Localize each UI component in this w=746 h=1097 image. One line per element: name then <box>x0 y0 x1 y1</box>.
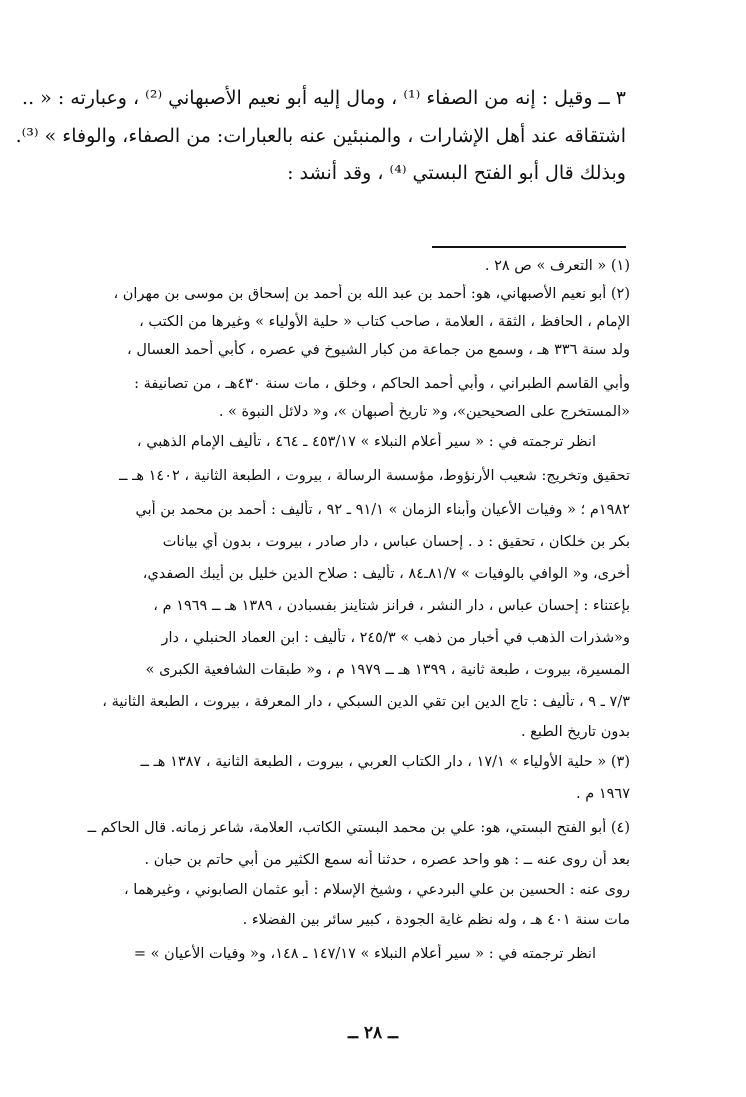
page-number: ــ ٢٨ ــ <box>347 1023 399 1043</box>
footnote-2-line: المسيرة، بيروت ، طبعة ثانية ، ١٣٩٩ هـ ــ ١٩٧٩ م ، و« طبقات الشافعية الكبرى » <box>145 662 630 678</box>
footnote-2-line: أخرى، و« الوافي بالوفيات » ٨١/٧ـ٨٤ ، تأليف : صلاح الدين خليل بن أيبك الصفدي، <box>142 566 630 582</box>
footnote-2-line: بدون تاريخ الطبع . <box>520 724 630 740</box>
footnote-2-line: (٢) أبو نعيم الأصبهاني، هو: أحمد بن عبد الله بن أحمد بن إسحاق بن موسى بن مهران ، <box>113 286 630 302</box>
footnote-2-line: «المستخرج على الصحيحين»، و« تاريخ أصبهان »، و« دلائل النبوة » . <box>218 404 630 420</box>
main-text-line-2: اشتقاقه عند أهل الإشارات ، والمنبئين عنه بالعبارات: من الصفاء، والوفاء » ⁽³⁾. <box>15 125 626 147</box>
footnote-2-line: الإمام ، الحافظ ، الثقة ، العلامة ، صاحب كتاب « حلية الأولياء » وغيرها من الكتب ، <box>139 314 630 330</box>
footnote-4-line: انظر ترجمته في : « سير أعلام النبلاء » ١٤٧/١٧ ـ ١٤٨، و« وفيات الأعيان » = <box>133 946 596 962</box>
footnote-4-line: بعد أن روى عنه ــ : هو واحد عصره ، حدثنا أنه سمع الكثير من أبي حاتم بن حبان . <box>144 852 630 868</box>
footnote-2-line: تحقيق وتخريج: شعيب الأرنؤوط، مؤسسة الرسالة ، بيروت ، الطبعة الثانية ، ١٤٠٢ هـ ــ <box>119 468 630 484</box>
footnote-4-line: (٤) أبو الفتح البستي، هو: علي بن محمد البستي الكاتب، العلامة، شاعر زمانه. قال الحاكم ــ <box>87 820 630 836</box>
footnote-2-line: بكر بن خلكان ، تحقيق : د . إحسان عباس ، دار صادر ، بيروت ، بدون أي بيانات <box>162 534 630 550</box>
footnote-4-line: مات سنة ٤٠١ هـ ، وله نظم غاية الجودة ، كبير سائر بين الفضلاء . <box>242 912 630 928</box>
footnote-3-line: ١٩٦٧ م . <box>576 786 630 802</box>
footnote-4-line: روى عنه : الحسين بن علي البردعي ، وشيخ الإسلام : أبو عثمان الصابوني ، وغيرهما ، <box>124 882 630 898</box>
footnote-2-line: ولد سنة ٣٣٦ هـ ، وسمع من جماعة من كبار الشيوخ في عصره ، كأبي أحمد العسال ، <box>127 342 630 358</box>
main-text-line-3: وبذلك قال أبو الفتح البستي ⁽⁴⁾ ، وقد أنشد : <box>287 162 626 184</box>
footnote-2-line: و«شذرات الذهب في أخبار من ذهب » ٢٤٥/٣ ، تأليف : ابن العماد الحنبلي ، دار <box>161 630 630 646</box>
footnote-1: (١) « التعرف » ص ٢٨ . <box>484 258 630 274</box>
main-text-line-1: ٣ ــ وقيل : إنه من الصفاء ⁽¹⁾ ، ومال إليه أبو نعيم الأصبهاني ⁽²⁾ ، وعبارته : « .. <box>22 87 626 109</box>
footnote-divider <box>432 246 626 248</box>
footnote-2-line: ٧/٣ ـ ٩ ، تأليف : تاج الدين ابن تقي الدين السبكي ، دار المعرفة ، بيروت ، الطبعة الثانية ، <box>102 694 630 710</box>
footnote-2-line: ١٩٨٢م ؛ « وفيات الأعيان وأبناء الزمان » ٩١/١ ـ ٩٢ ، تأليف : أحمد بن محمد بن أبي <box>135 502 630 518</box>
footnote-3-line: (٣) « حلية الأولياء » ١٧/١ ، دار الكتاب العربي ، بيروت ، الطبعة الثانية ، ١٣٨٧ هـ ــ <box>140 754 630 770</box>
footnote-2-line: وأبي القاسم الطبراني ، وأبي أحمد الحاكم ، وخلق ، مات سنة ٤٣٠هـ ، من تصانيفة : <box>134 376 630 392</box>
footnote-2-line: بإعتناء : إحسان عباس ، دار النشر ، فرانز شتاينز بفسبادن ، ١٣٨٩ هـ ــ ١٩٦٩ م ، <box>153 598 630 614</box>
footnote-2-line: انظر ترجمته في : « سير أعلام النبلاء » ٤٥٣/١٧ ـ ٤٦٤ ، تأليف الإمام الذهبي ، <box>136 434 596 450</box>
